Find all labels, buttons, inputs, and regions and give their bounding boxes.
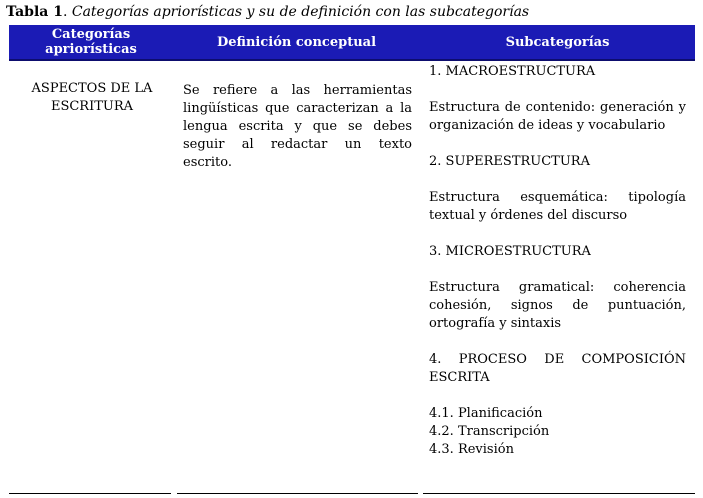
caption-period: . [62,4,72,20]
table-caption [6,3,529,21]
subcategory-heading: 4. PROCESO DE COMPOSICIÓN ESCRITA [429,352,686,385]
header-definition: Definición conceptual [216,34,377,50]
header-subcategories: Subcategorías [505,34,610,50]
subcategory-heading: 3. MICROESTRUCTURA [429,244,591,259]
subcategory-heading: 1. MACROESTRUCTURA [429,64,596,79]
table-header [9,25,695,61]
subitem: 4.1. Planificación [429,406,543,421]
subcategory-description: Estructura de contenido: generación y organización de ideas y vocabulario [429,100,686,133]
subcategory-heading: 2. SUPERESTRUCTURA [429,154,590,169]
table-bottom-border [423,493,695,494]
header-categories: Categorías apriorísticas [45,27,137,57]
category-cell: ASPECTOS DE LA ESCRITURA [31,81,153,114]
subcategory-description: Estructura gramatical: coherencia cohesión, signos de puntuación, ortografía y sintaxis [429,280,686,331]
table-bottom-border [177,493,418,494]
definition-cell: Se refiere a las herramientas lingüísticas que caracterizan a la lengua escrita y que se debes seguir al redactar un texto escrito. [183,83,412,170]
subitem: 4.3. Revisión [429,442,514,457]
table-bottom-border [9,493,171,494]
subcategory-description: Estructura esquemática: tipología textual y órdenes del discurso [429,190,686,223]
table-number: Tabla 1 [6,4,63,20]
subcategories-cell [429,63,686,459]
table-title: Categorías apriorísticas y su de definición con las subcategorías [71,4,530,20]
subitem: 4.2. Transcripción [429,424,550,439]
